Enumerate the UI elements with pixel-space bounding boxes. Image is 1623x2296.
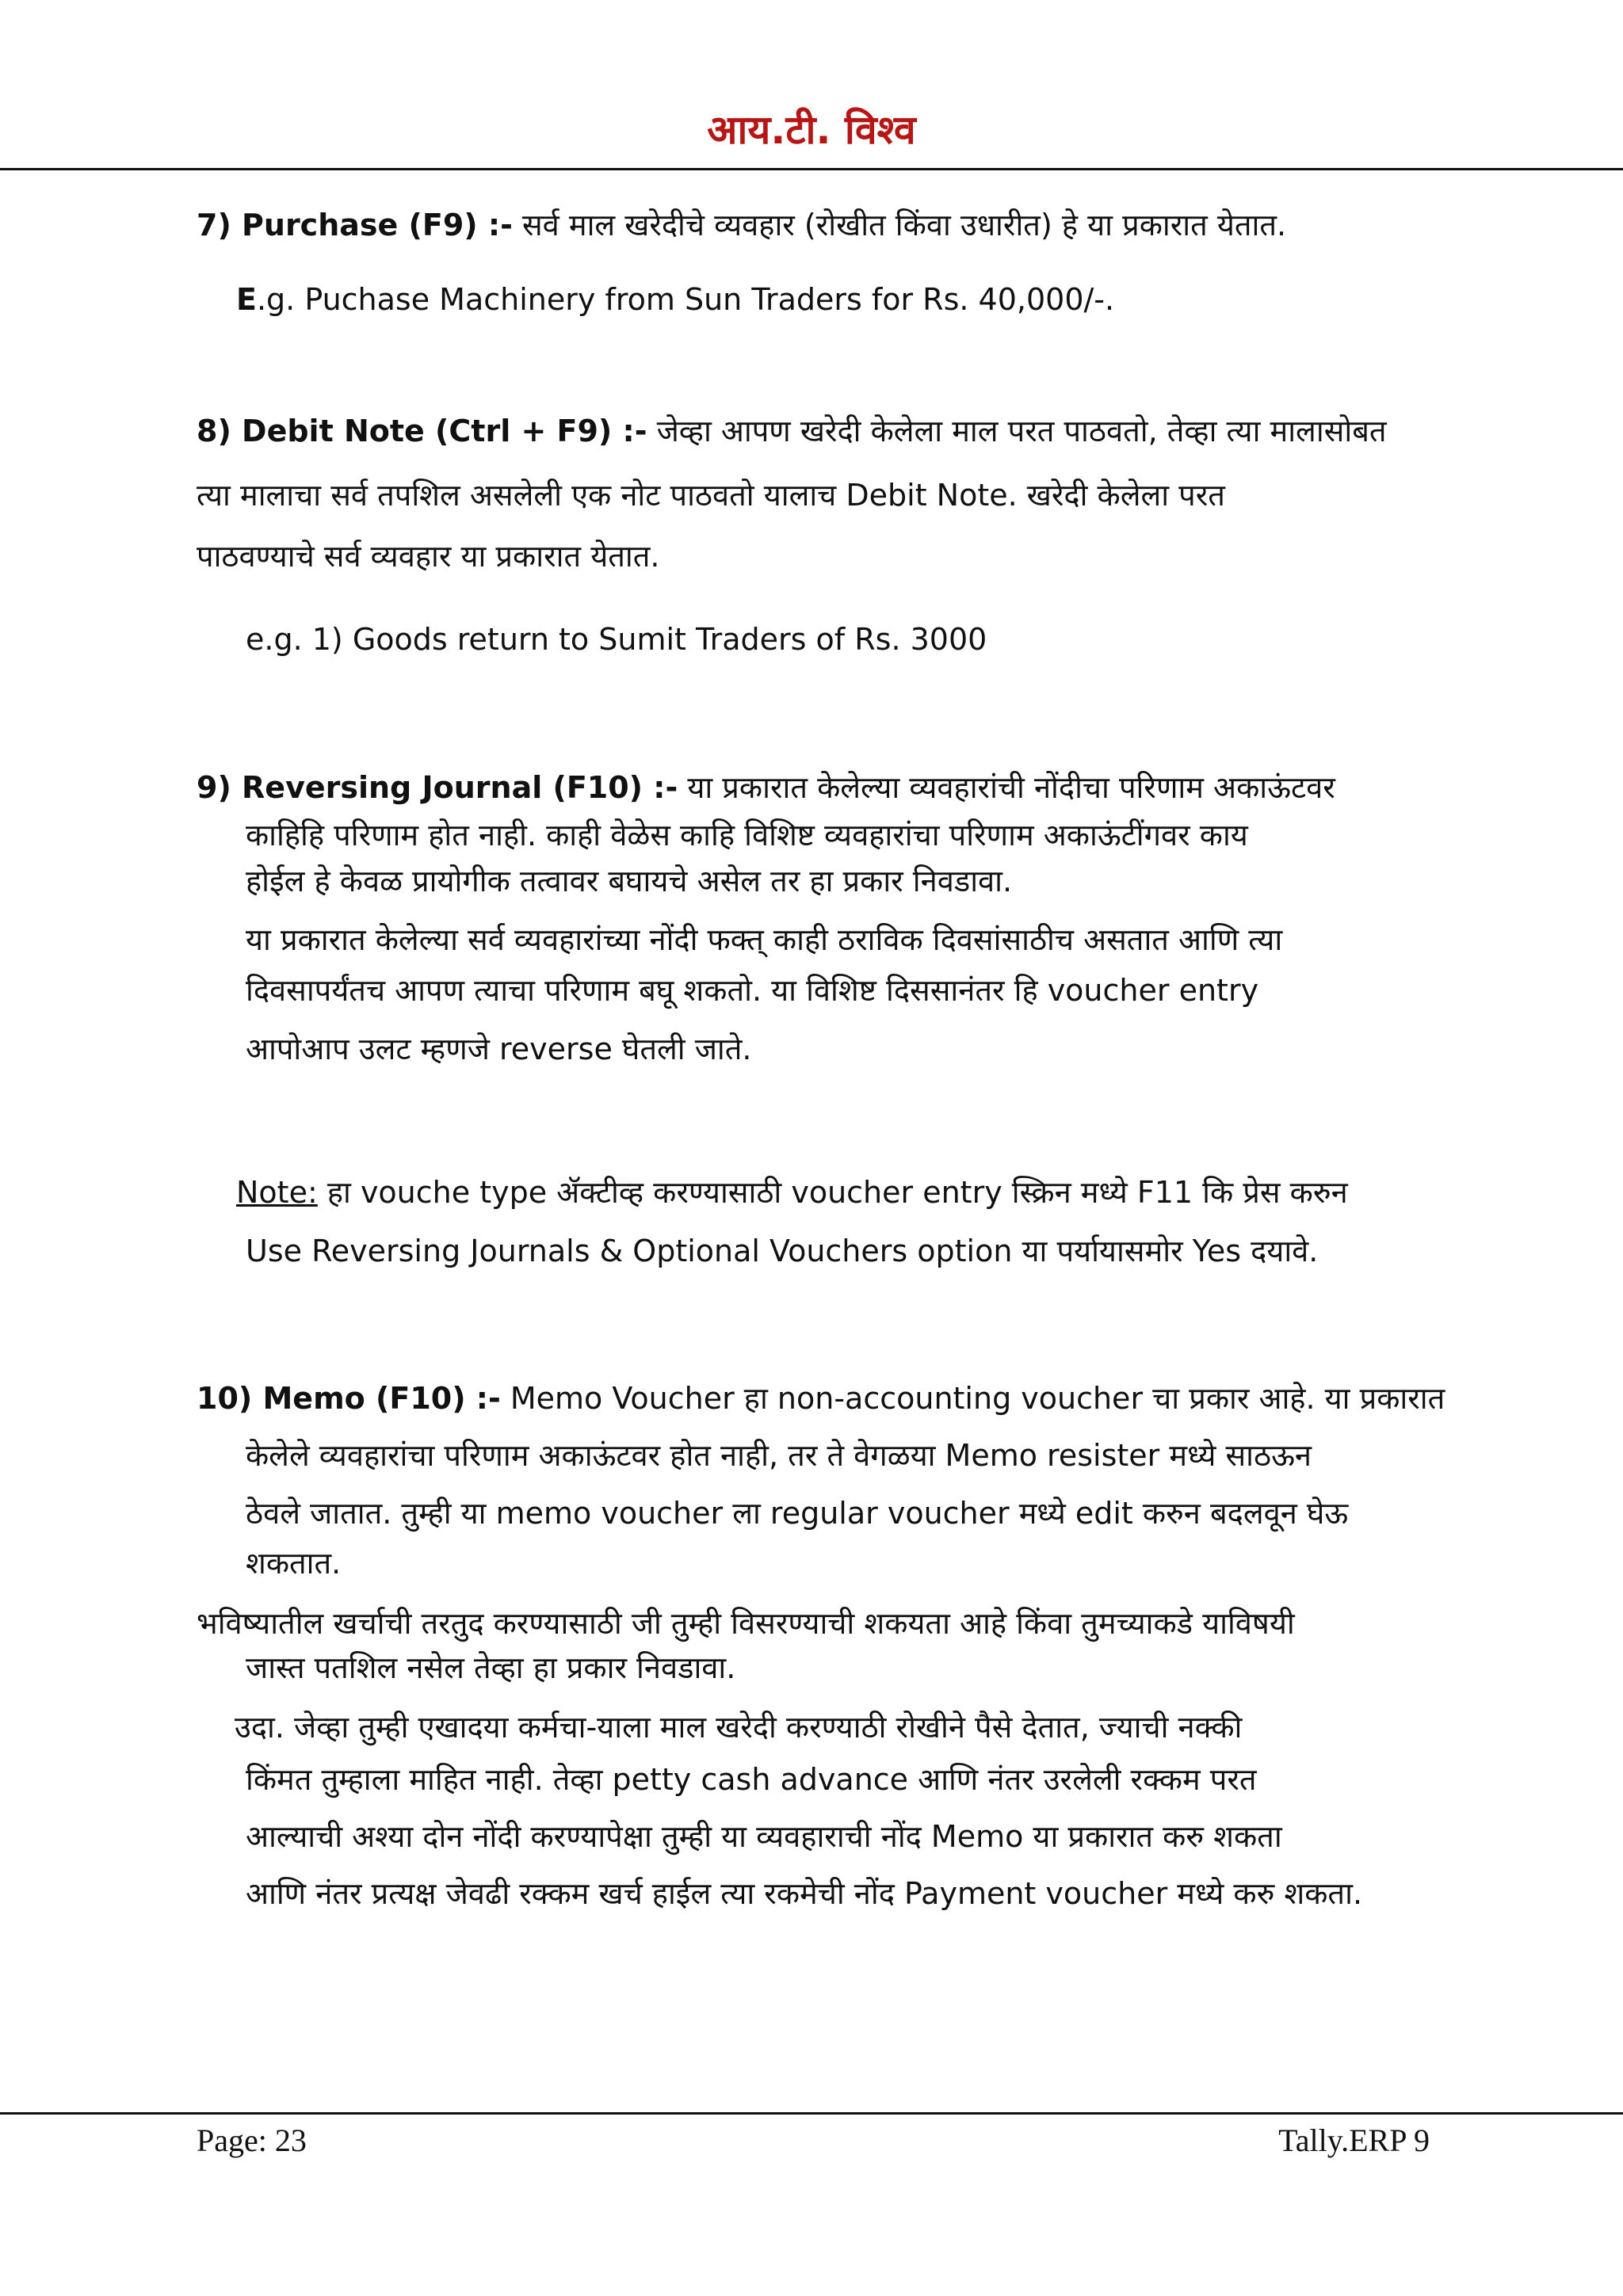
header-rule (0, 168, 1623, 170)
section-8-line-3: पाठवण्याचे सर्व व्यवहार या प्रकारात येतात. (197, 539, 660, 574)
footer-product: Tally.ERP 9 (1278, 2122, 1430, 2158)
section-8-line-2: त्या मालाचा सर्व तपशिल असलेली एक नोट पाठवतो यालाच Debit Note. खरेदी केलेला परत (197, 478, 1225, 513)
note-label: Note: (236, 1175, 318, 1210)
section-7-example-prefix: E (236, 282, 257, 317)
section-10-para3-line-3: आल्याची अश्या दोन नोंदी करण्यापेक्षा तुम्ही या व्यवहाराची नोंद Memo या प्रकारात करु शकता (246, 1819, 1282, 1854)
note-text-1: हा vouche type ॲक्टीव्ह करण्यासाठी voucher entry स्क्रिन मध्ये F11 कि प्रेस करुन (317, 1175, 1348, 1210)
page-header-title: आय.टी. विश्व (707, 107, 916, 153)
note-line-1 (236, 1175, 1348, 1211)
section-10-para2-line-1: भविष्यातील खर्चाची तरतुद करण्यासाठी जी तुम्ही विसरण्याची शकयता आहे किंवा तुमच्याकडे याविषयी (197, 1606, 1295, 1641)
section-7-example (236, 282, 1114, 318)
section-8-text-1: जेव्हा आपण खरेदी केलेला माल परत पाठवतो, तेव्हा त्या मालासोबत (656, 414, 1387, 448)
section-10-para3-line-2: किंमत तुम्हाला माहित नाही. तेव्हा petty cash advance आणि नंतर उरलेली रक्कम परत (246, 1762, 1257, 1797)
section-8-example: e.g. 1) Goods return to Sumit Traders of Rs. 3000 (246, 622, 987, 657)
section-7-example-text: .g. Puchase Machinery from Sun Traders for Rs. 40,000/-. (256, 282, 1115, 317)
section-10-para3-line-1: उदा. जेव्हा तुम्ही एखादया कर्मचा-याला माल खरेदी करण्याठी रोखीने पैसे देतात, ज्याची नक्की (235, 1710, 1243, 1745)
footer-rule (0, 2112, 1623, 2115)
section-9-text-1: या प्रकारात केलेल्या व्यवहारांची नोंदीचा परिणाम अकाऊंटवर (687, 770, 1335, 805)
section-9-line-3: होईल हे केवळ प्रायोगीक तत्वावर बघायचे असेल तर हा प्रकार निवडावा. (246, 864, 1013, 898)
section-8-heading: 8) Debit Note (Ctrl + F9) :- (197, 414, 647, 448)
section-10-text-1: Memo Voucher हा non-accounting voucher चा प्रकार आहे. या प्रकारात (500, 1381, 1445, 1416)
section-10-heading: 10) Memo (F10) :- (197, 1381, 501, 1416)
section-10-line-3: ठेवले जातात. तुम्ही या memo voucher ला regular voucher मध्ये edit करुन बदलवून घेऊ (246, 1496, 1349, 1531)
section-9-line-5: दिवसापर्यंतच आपण त्याचा परिणाम बघू शकतो. या विशिष्ट दिससानंतर हि voucher entry (246, 973, 1259, 1008)
section-10-line-2: केलेले व्यवहारांचा परिणाम अकाऊंटवर होत नाही, तर ते वेगळया Memo resister मध्ये साठऊन (246, 1438, 1312, 1473)
section-10-line-4: शकतात. (246, 1546, 342, 1581)
section-7-line (197, 208, 1286, 244)
section-10-para3-line-4: आणि नंतर प्रत्यक्ष जेवढी रक्कम खर्च हाईल त्या रकमेची नोंद Payment voucher मध्ये करु शकता. (246, 1876, 1363, 1911)
note-line-2: Use Reversing Journals & Optional Vouchers option या पर्यायासमोर Yes दयावे. (246, 1234, 1319, 1268)
page-number: Page: 23 (197, 2122, 307, 2158)
section-10-para2-line-2: जास्त पतशिल नसेल तेव्हा हा प्रकार निवडावा. (246, 1650, 736, 1685)
section-9-line-4: या प्रकारात केलेल्या सर्व व्यवहारांच्या नोंदी फक्त् काही ठराविक दिवसांसाठीच असतात आणि त्या (246, 922, 1283, 957)
section-7-heading: 7) Purchase (F9) :- (197, 208, 513, 242)
section-8-line-1 (197, 414, 1387, 450)
section-9-line-6: आपोआप उलट म्हणजे reverse घेतली जाते. (246, 1032, 752, 1066)
section-10-line-1 (197, 1381, 1445, 1417)
section-9-heading: 9) Reversing Journal (F10) :- (197, 770, 678, 805)
section-7-text: सर्व माल खरेदीचे व्यवहार (रोखीत किंवा उधारीत) हे या प्रकारात येतात. (521, 208, 1287, 242)
section-9-line-2: काहिहि परिणाम होत नाही. काही वेळेस काहि विशिष्ट व्यवहारांचा परिणाम अकाऊंटींगवर काय (246, 818, 1248, 852)
section-9-line-1 (197, 770, 1335, 807)
